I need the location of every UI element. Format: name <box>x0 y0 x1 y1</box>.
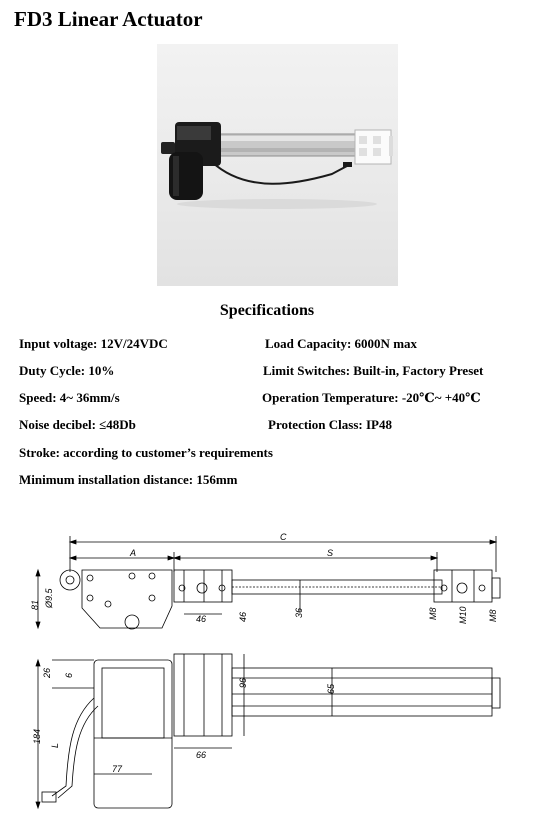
dim-m10: M10 <box>458 606 468 624</box>
dim-46a: 46 <box>196 614 207 624</box>
dim-s: S <box>327 548 334 558</box>
dim-phi: Ø9.5 <box>44 588 54 608</box>
dim-m8b: M8 <box>488 609 498 622</box>
dim-m8a: M8 <box>428 607 438 620</box>
spec-speed: Speed: 4~ 36mm/s <box>19 390 120 405</box>
dim-46b: 46 <box>238 611 248 622</box>
dim-66: 66 <box>196 750 207 760</box>
dim-36: 36 <box>294 607 304 618</box>
dim-a: A <box>130 548 137 558</box>
dim-184: 184 <box>32 728 42 744</box>
spec-stroke: Stroke: according to customer’s requirements <box>19 445 273 460</box>
dim-65: 65 <box>326 683 336 694</box>
spec-input-voltage: Input voltage: 12V/24VDC <box>19 336 168 351</box>
page-title: FD3 Linear Actuator <box>14 7 203 31</box>
spec-duty-cycle: Duty Cycle: 10% <box>19 363 115 378</box>
spec-limit-switches: Limit Switches: Built-in, Factory Preset <box>263 363 484 378</box>
spec-load-capacity: Load Capacity: 6000N max <box>265 336 418 351</box>
dim-6: 6 <box>64 672 74 678</box>
dim-26: 26 <box>42 667 52 678</box>
dim-l: L <box>50 742 60 748</box>
dim-81: 81 <box>30 599 40 610</box>
technical-drawing <box>12 528 517 818</box>
specifications-heading: Specifications <box>219 302 315 319</box>
dim-77: 77 <box>112 764 123 774</box>
actuator-photo-image <box>157 44 398 286</box>
dim-c: C <box>280 532 287 542</box>
spec-min-install: Minimum installation distance: 156mm <box>19 472 238 487</box>
actuator-photo <box>157 44 398 286</box>
spec-operation-temperature: Operation Temperature: -20℃~ +40℃ <box>262 390 481 405</box>
spec-noise: Noise decibel: ≤48Db <box>19 417 136 432</box>
spec-protection-class: Protection Class: IP48 <box>268 417 392 432</box>
dim-96: 96 <box>238 677 248 688</box>
